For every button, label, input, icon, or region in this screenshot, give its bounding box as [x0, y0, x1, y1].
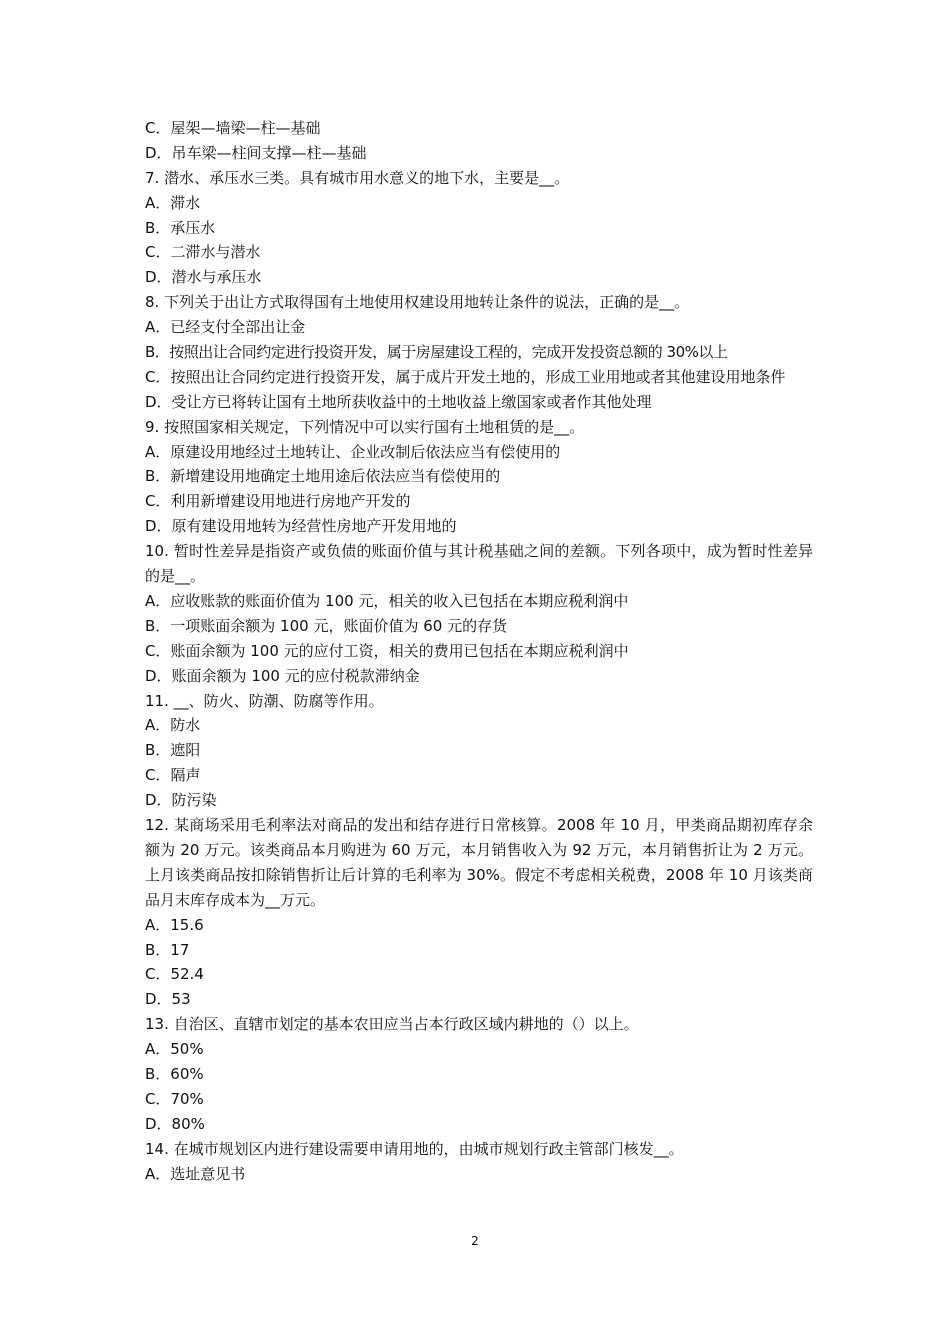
question-line: 11. __、防火、防潮、防腐等作用。 — [145, 691, 384, 710]
option-line: C．二滞水与潜水 — [145, 243, 261, 262]
option-line: C．屋架—墙梁—柱—基础 — [145, 119, 321, 137]
option-line: D．防污染 — [145, 791, 217, 810]
option-line: D．80% — [145, 1114, 205, 1133]
option-line: A．选址意见书 — [145, 1164, 246, 1183]
option-line: D．潜水与承压水 — [145, 268, 262, 287]
option-line: A．原建设用地经过土地转让、企业改制后依法应当有偿使用的 — [145, 442, 561, 461]
question-line: 12. 某商场采用毛利率法对商品的发出和结存进行日常核算。2008 年 10 月，甲类商品期初库存余额为 20 万元。该类商品本月购进为 60 万元，本月销售收入为 92 万元，本月销售折让为 2 万元。上月该类商品按扣除销售折让后计算的毛利率为 30%。假定不考虑相关税费，2008 年 10 月该类商品月末库存成本为__万元。 — [145, 815, 813, 909]
option-line: A．防水 — [145, 716, 201, 735]
option-line: A．已经支付全部出让金 — [145, 318, 306, 337]
option-line: C．利用新增建设用地进行房地产开发的 — [145, 492, 411, 511]
option-line: C．按照出让合同约定进行投资开发，属于成片开发土地的，形成工业用地或者其他建设用地条件 — [145, 367, 786, 386]
option-line: B．60% — [145, 1064, 204, 1083]
option-line: D．53 — [145, 990, 191, 1009]
option-line: C．账面余额为 100 元的应付工资，相关的费用已包括在本期应税利润中 — [145, 641, 629, 660]
page-content — [145, 116, 813, 1186]
question-line: 7. 潜水、承压水三类。具有城市用水意义的地下水，主要是__。 — [145, 168, 570, 187]
option-line: B．按照出让合同约定进行投资开发，属于房屋建设工程的，完成开发投资总额的 30%以上 — [145, 343, 728, 362]
option-line: A．15.6 — [145, 915, 204, 934]
question-line: 9. 按照国家相关规定，下列情况中可以实行国有土地租赁的是__。 — [145, 417, 585, 436]
option-line: C．52.4 — [145, 965, 204, 984]
option-line: D．受让方已将转让国有土地所获收益中的土地收益上缴国家或者作其他处理 — [145, 392, 652, 411]
option-line: C．隔声 — [145, 766, 201, 785]
option-line: B．17 — [145, 940, 190, 959]
option-line: A．滞水 — [145, 193, 201, 212]
option-line: A．50% — [145, 1040, 204, 1059]
option-line: D．吊车梁—柱间支撑—柱—基础 — [145, 143, 367, 162]
option-line: A．应收账款的账面价值为 100 元，相关的收入已包括在本期应税利润中 — [145, 591, 629, 610]
option-line: D．账面余额为 100 元的应付税款滞纳金 — [145, 666, 420, 685]
option-line: B．承压水 — [145, 218, 216, 237]
option-line: B．一项账面余额为 100 元，账面价值为 60 元的存货 — [145, 616, 508, 635]
option-line: B．新增建设用地确定土地用途后依法应当有偿使用的 — [145, 467, 501, 486]
option-line: B．遮阳 — [145, 741, 201, 760]
page-number: 2 — [471, 1234, 479, 1248]
question-line: 8. 下列关于出让方式取得国有土地使用权建设用地转让条件的说法，正确的是__。 — [145, 293, 690, 312]
option-line: C．70% — [145, 1089, 204, 1108]
question-line: 13. 自治区、直辖市划定的基本农田应当占本行政区域内耕地的（）以上。 — [145, 1015, 639, 1034]
option-line: D．原有建设用地转为经营性房地产开发用地的 — [145, 517, 457, 536]
question-line: 10. 暂时性差异是指资产或负债的账面价值与其计税基础之间的差额。下列各项中，成为暂时性差异的是__。 — [145, 542, 813, 586]
question-line: 14. 在城市规划区内进行建设需要申请用地的，由城市规划行政主管部门核发__。 — [145, 1139, 684, 1158]
